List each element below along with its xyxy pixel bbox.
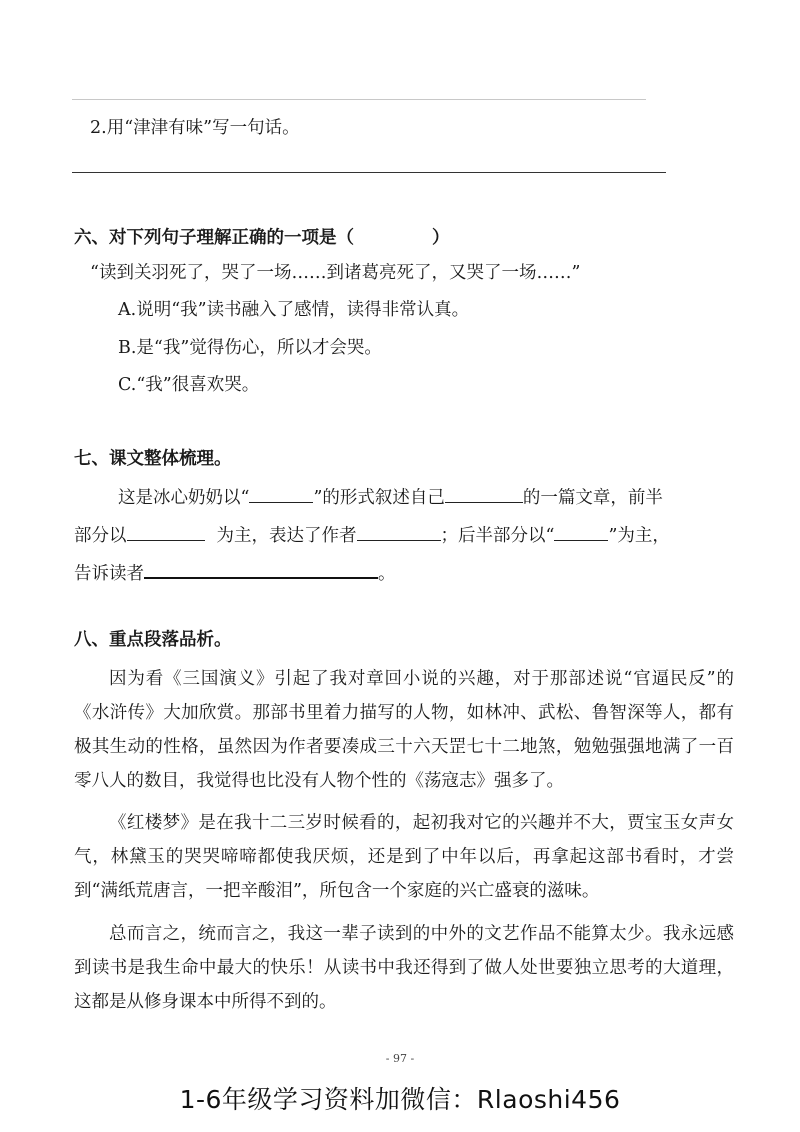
blank-tell-readers[interactable] — [144, 559, 378, 579]
section7-line3 — [74, 559, 396, 586]
blank-subject[interactable] — [445, 484, 523, 503]
section6-quote: “读到关羽死了，哭了一场……到诸葛亮死了，又哭了一场……” — [90, 263, 581, 283]
section7-text-1b: ”的形式叙述自己 — [313, 488, 445, 508]
section7-text-1c: 的一篇文章，前半 — [522, 488, 663, 508]
footer-banner: 1-6年级学习资料加微信：Rlaoshi456 — [179, 1085, 621, 1114]
section6-option-a: A.说明“我”读书融入了感情，读得非常认真。 — [118, 300, 470, 320]
blank-second-half[interactable] — [554, 522, 608, 541]
blank-form[interactable] — [249, 484, 313, 503]
section8-paragraph-2: 《红楼梦》是在我十二三岁时候看的，起初我对它的兴趣并不大，贾宝玉女声女气，林黛玉的哭哭啼啼都使我厌烦，还是到了中年以后，再拿起这部书看时，才尝到“满纸荒唐言，一把辛酸泪”，所包含一个家庭的兴亡盛衰的滋味。 — [74, 813, 734, 901]
section7-text-1a: 这是冰心奶奶以“ — [118, 488, 250, 508]
answer-line-top — [72, 99, 646, 100]
blank-author-feeling[interactable] — [357, 522, 441, 541]
section7-text-3a: 告诉读者 — [74, 564, 144, 584]
section7-text-2a: 部分以 — [74, 526, 127, 546]
page-number: - 97 - — [385, 1052, 415, 1065]
section6-heading — [74, 226, 450, 250]
blank-first-half[interactable] — [127, 522, 205, 541]
answer-line-q5 — [72, 172, 666, 173]
section6-option-c: C.“我”很喜欢哭。 — [118, 375, 260, 395]
section8-heading: 八、重点段落品析。 — [74, 630, 232, 650]
section7-heading: 七、课文整体梳理。 — [74, 449, 232, 469]
q5-item2: 2.用“津津有味”写一句话。 — [90, 118, 300, 138]
section7-line2 — [74, 522, 670, 548]
section7-text-3b: 。 — [378, 564, 396, 584]
section6-option-b: B.是“我”觉得伤心，所以才会哭。 — [118, 338, 382, 358]
section6-heading-close: ） — [432, 228, 450, 248]
section6-heading-text: 六、对下列句子理解正确的一项是（ — [74, 228, 354, 248]
section7-text-2c: ；后半部分以“ — [440, 526, 555, 546]
section8-paragraph-3: 总而言之，统而言之，我这一辈子读到的中外的文艺作品不能算太少。我永远感到读书是我生命中最大的快乐！从读书中我还得到了做人处世要独立思考的大道理，这都是从修身课本中所得不到的。 — [74, 924, 734, 1012]
section7-text-2b: 为主，表达了作者 — [216, 526, 357, 546]
section7-text-2d: ”为主， — [608, 526, 670, 546]
section8-paragraph-1: 因为看《三国演义》引起了我对章回小说的兴趣，对于那部述说“官逼民反”的《水浒传》大加欣赏。那部书里着力描写的人物，如林冲、武松、鲁智深等人，都有极其生动的性格，虽然因为作者要凑成三十六天罡七十二地煞，勉勉强强地满了一百零八人的数目，我觉得也比没有人物个性的《荡寇志》强多了。 — [74, 669, 734, 791]
section7-line1 — [118, 484, 663, 510]
